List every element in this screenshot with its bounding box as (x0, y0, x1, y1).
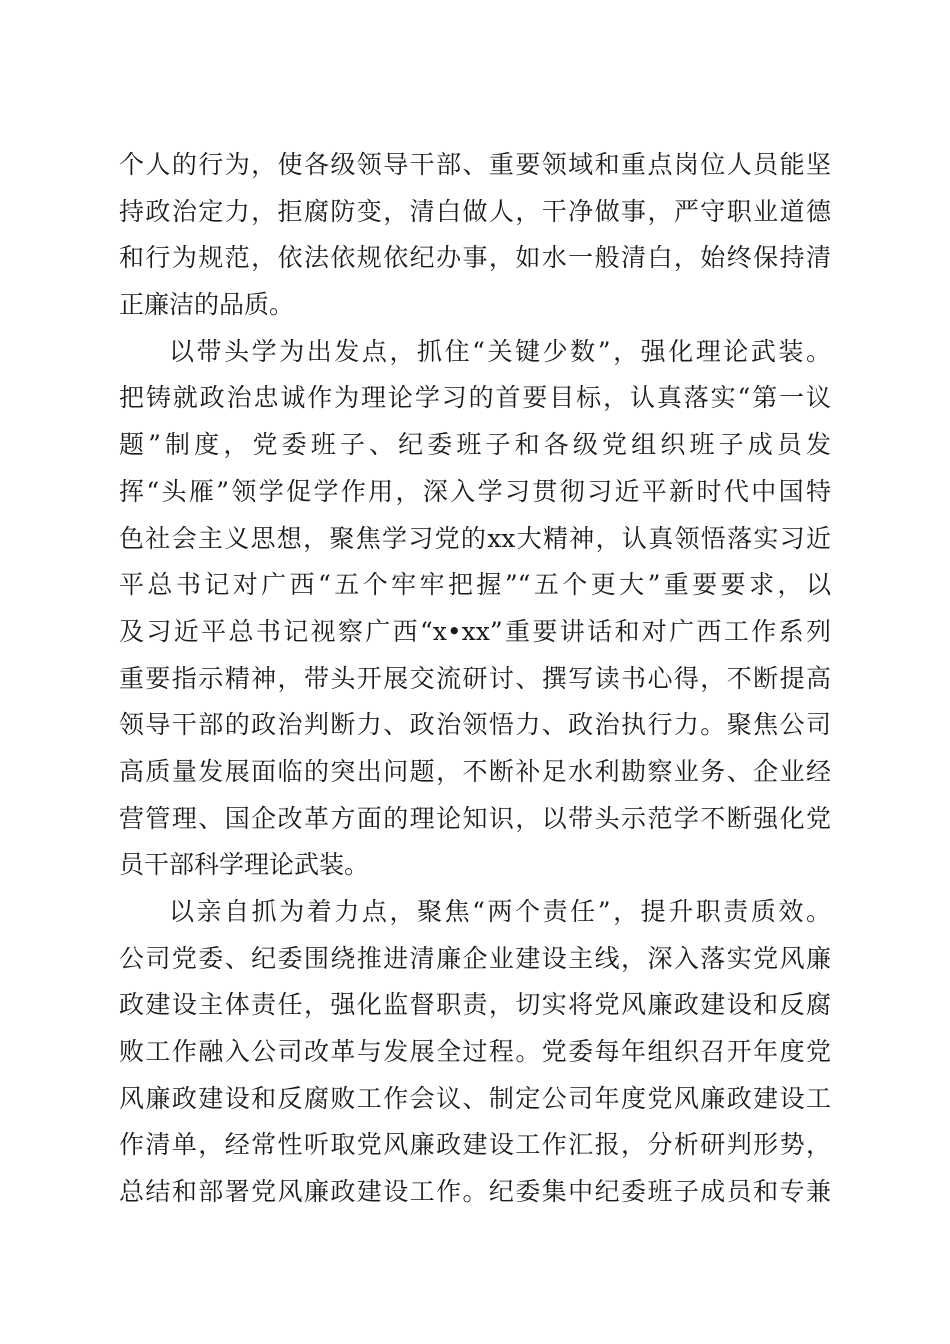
text-line: 公司党委、纪委围绕推进清廉企业建设主线，深入落实党风廉 (119, 943, 831, 973)
text-line: 平总书记对广西“五个牢牢把握”“五个更大”重要要求，以 (119, 570, 831, 600)
text-line: 风廉政建设和反腐败工作会议、制定公司年度党风廉政建设工 (119, 1083, 831, 1113)
text-line: 员干部科学理论武装。 (119, 850, 370, 880)
text-line: 题”制度，党委班子、纪委班子和各级党组织班子成员发 (119, 430, 831, 460)
text-line: 高质量发展面临的突出问题，不断补足水利勘察业务、企业经 (119, 756, 831, 786)
paragraph-1 (119, 142, 831, 329)
paragraph-2 (119, 329, 831, 889)
text-line: 领导干部的政治判断力、政治领悟力、政治执行力。聚焦公司 (119, 710, 831, 740)
text-line: 败工作融入公司改革与发展全过程。党委每年组织召开年度党 (119, 1037, 831, 1067)
text-line: 挥“头雁”领学促学作用，深入学习贯彻习近平新时代中国特 (119, 476, 831, 506)
text-line: 正廉洁的品质。 (119, 290, 295, 320)
text-line: 以亲自抓为着力点，聚焦“两个责任”，提升职责质效。 (169, 897, 831, 926)
text-line: 持政治定力，拒腐防变，清白做人，干净做事，严守职业道德 (119, 196, 831, 226)
text-line: 重要指示精神，带头开展交流研讨、撰写读书心得，不断提高 (119, 663, 831, 693)
text-line: 把铸就政治忠诚作为理论学习的首要目标，认真落实“第一议 (119, 383, 831, 413)
text-line: 个人的行为，使各级领导干部、重要领域和重点岗位人员能坚 (119, 150, 831, 179)
text-line: 营管理、国企改革方面的理论知识，以带头示范学不断强化党 (119, 803, 831, 833)
text-line: 总结和部署党风廉政建设工作。纪委集中纪委班子成员和专兼 (119, 1177, 831, 1207)
text-line: 作清单，经常性听取党风廉政建设工作汇报，分析研判形势， (119, 1130, 831, 1160)
paragraph-3 (119, 889, 831, 1216)
document-body (119, 142, 831, 1216)
text-line: 色社会主义思想，聚焦学习党的xx大精神，认真领悟落实习近 (119, 523, 831, 553)
text-line: 和行为规范，依法依规依纪办事，如水一般清白，始终保持清 (119, 243, 831, 273)
text-line: 政建设主体责任，强化监督职责，切实将党风廉政建设和反腐 (119, 990, 831, 1020)
text-line: 以带头学为出发点，抓住“关键少数”，强化理论武装。 (169, 336, 831, 366)
text-line: 及习近平总书记视察广西“x•xx”重要讲话和对广西工作系列 (119, 616, 831, 646)
